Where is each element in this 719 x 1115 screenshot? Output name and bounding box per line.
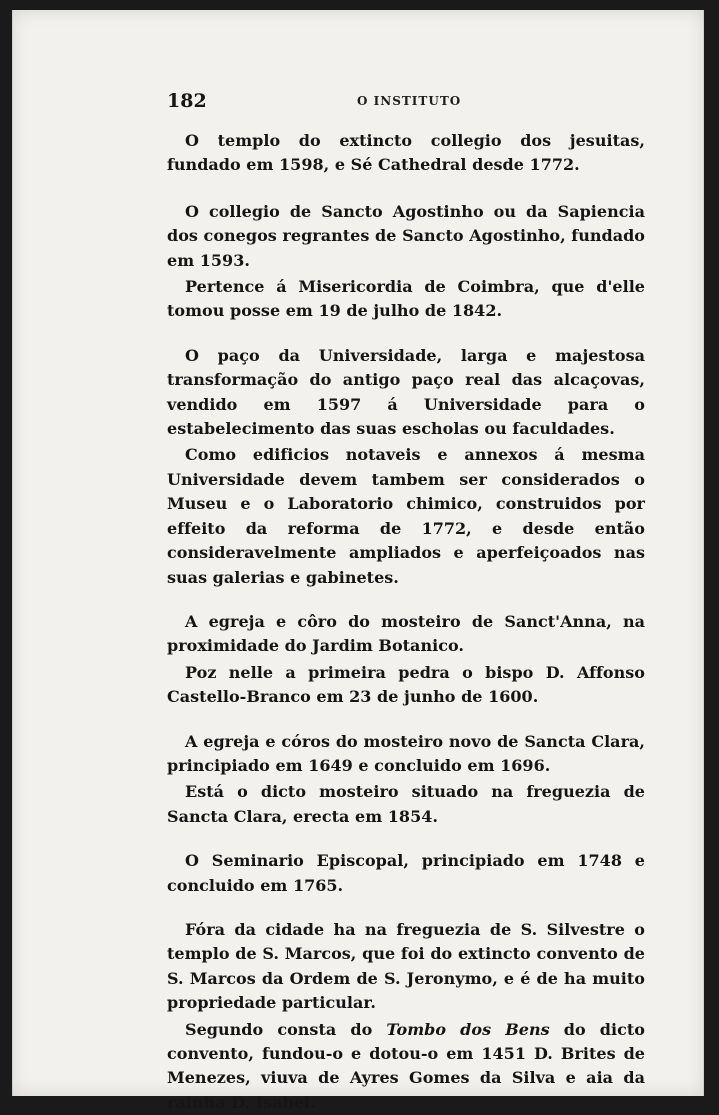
paragraph-first-stone: Poz nelle a primeira pedra o bispo D. Affonso Castello-Branco em 23 de junho de 1600. — [167, 662, 645, 707]
paragraph-foundation — [167, 1018, 645, 1115]
page-number: 182 — [167, 90, 207, 112]
paragraph-misericordia: Pertence á Misericordia de Coimbra, que d'elle tomou posse em 19 de julho de 1842. — [167, 277, 645, 321]
running-title: O INSTITUTO — [357, 94, 462, 108]
paragraph-jesuit-college: O templo do extincto collegio dos jesuitas, fundado em 1598, e Sé Cathedral desde 1772. — [167, 131, 645, 175]
foundation-text-before: Segundo consta do — [185, 1019, 387, 1039]
paragraph-university-palace: O paço da Universidade, larga e majestosa transformação do antigo paço real das alcaçovas, vendido em 1597 á Universidade para o estabelecimento das suas escholas ou faculdades. — [167, 345, 645, 439]
foundation-text-after: do dicto convento, fundou-o e dotou-o em 1451 D. Brites de Menezes, viuva de Ayres Gomes da Silva e aia da rainha D. Isabel. — [167, 1019, 645, 1112]
page-left-edge — [12, 10, 13, 1096]
paragraph-saint-marcos: Fóra da cidade ha na freguezia de S. Silvestre o templo de S. Marcos, que foi do extincto convento de S. Marcos da Ordem de S. Jeronymo, e é de ha muito propriedade particular. — [167, 919, 645, 1013]
paragraph-santa-clara-location: Está o dicto mosteiro situado na freguezia de Sancta Clara, erecta em 1854. — [167, 782, 645, 826]
paragraph-santa-clara-church: A egreja e córos do mosteiro novo de Sancta Clara, principiado em 1649 e concluido em 1696. — [167, 731, 645, 775]
main-text — [167, 129, 645, 1115]
book-page — [12, 10, 704, 1112]
page-header — [167, 90, 645, 114]
paragraph-episcopal-seminary: O Seminario Episcopal, principiado em 1748 e concluido em 1765. — [167, 851, 645, 895]
page-right-edge — [703, 10, 704, 1096]
paragraph-saint-augustine-college: O collegio de Sancto Agostinho ou da Sapiencia dos conegos regrantes de Sancto Agostinho, fundado em 1593. — [167, 201, 645, 270]
tombo-dos-bens: Tombo dos Bens — [386, 1019, 550, 1039]
paragraph-santana-church: A egreja e côro do mosteiro de Sanct'Anna, na proximidade do Jardim Botanico. — [167, 611, 645, 656]
paragraph-museum-laboratory: Como edificios notaveis e annexos á mesma Universidade devem tambem ser considerados o Museu e o Laboratorio chimico, construidos por effeito da reforma de 1772, e desde então consideravelmente ampliados e aperfeiçoados nas suas galerias e gabinetes. — [167, 445, 645, 587]
